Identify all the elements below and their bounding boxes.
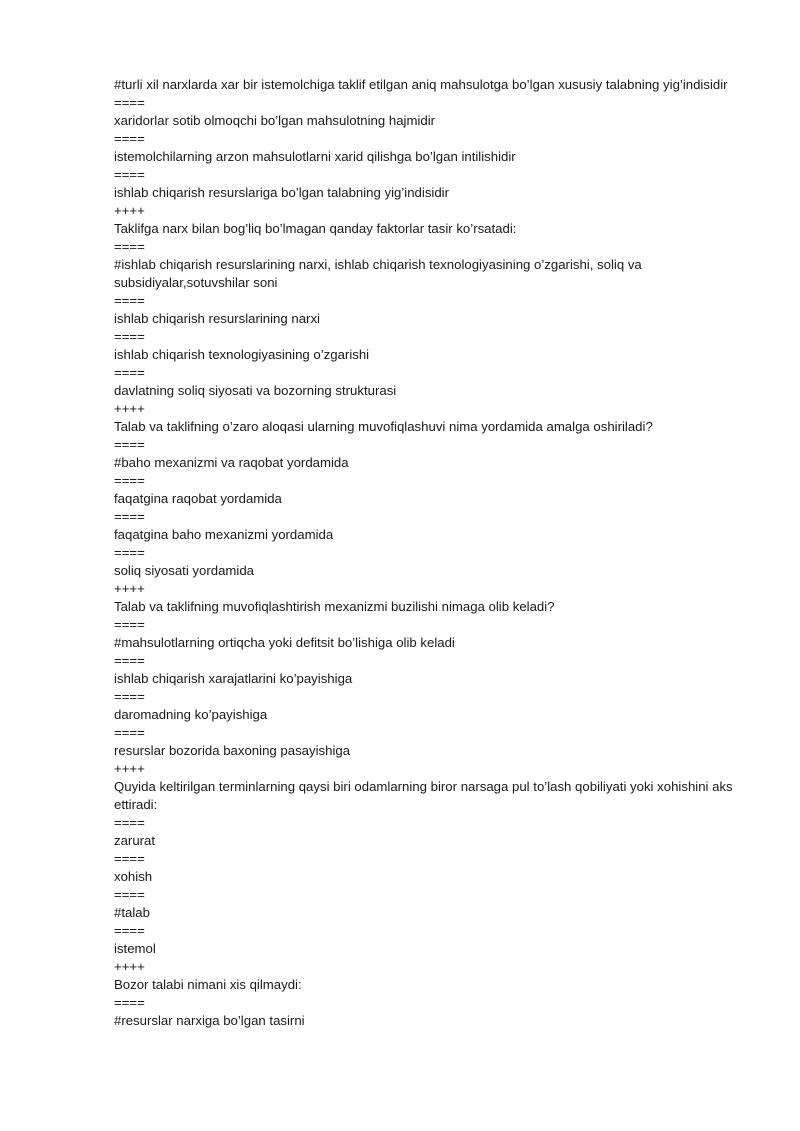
question-separator: ++++ xyxy=(114,581,145,596)
text-line: ishlab chiqarish resurslariga bo’lgan talabning yig’indisidir xyxy=(114,185,449,200)
text-line: faqatgina raqobat yordamida xyxy=(114,491,282,506)
separator-line: ==== xyxy=(114,653,145,668)
text-line: istemolchilarning arzon mahsulotlarni xarid qilishga bo’lgan intilishidir xyxy=(114,149,516,164)
text-line: ishlab chiqarish xarajatlarini ko’payishiga xyxy=(114,671,353,686)
separator-line: ==== xyxy=(114,617,145,632)
question-separator: ++++ xyxy=(114,959,145,974)
separator-line: ==== xyxy=(114,887,145,902)
separator-line: ==== xyxy=(114,95,145,110)
separator-line: ==== xyxy=(114,365,145,380)
separator-line: ==== xyxy=(114,239,145,254)
text-line: #resurslar narxiga bo’lgan tasirni xyxy=(114,1013,305,1028)
question-text: Taklifga narx bilan bog’liq bo’lmagan qanday faktorlar tasir ko’rsatadi: xyxy=(114,221,517,236)
text-line: soliq siyosati yordamida xyxy=(114,563,254,578)
text-line: davlatning soliq siyosati va bozorning strukturasi xyxy=(114,383,397,398)
separator-line: ==== xyxy=(114,725,145,740)
separator-line: ==== xyxy=(114,689,145,704)
separator-line: ==== xyxy=(114,995,145,1010)
text-line: daromadning ko’payishiga xyxy=(114,707,268,722)
question-text: Bozor talabi nimani xis qilmaydi: xyxy=(114,977,302,992)
separator-line: ==== xyxy=(114,437,145,452)
text-line: zarurat xyxy=(114,833,156,848)
separator-line: ==== xyxy=(114,923,145,938)
separator-line: ==== xyxy=(114,851,145,866)
separator-line: ==== xyxy=(114,329,145,344)
separator-line: ==== xyxy=(114,293,145,308)
text-line: xohish xyxy=(114,869,153,884)
text-line: istemol xyxy=(114,941,156,956)
separator-line: ==== xyxy=(114,815,145,830)
text-line: faqatgina baho mexanizmi yordamida xyxy=(114,527,334,542)
text-line: #talab xyxy=(114,905,150,920)
text-line: ishlab chiqarish resurslarining narxi xyxy=(114,311,320,326)
question-text: Talab va taklifning o’zaro aloqasi ularning muvofiqlashuvi nima yordamida amalga oshiriladi? xyxy=(114,419,653,434)
separator-line: ==== xyxy=(114,167,145,182)
text-line: ishlab chiqarish texnologiyasining o’zgarishi xyxy=(114,347,370,362)
question-separator: ++++ xyxy=(114,203,145,218)
question-text: Talab va taklifning muvofiqlashtirish mexanizmi buzilishi nimaga olib keladi? xyxy=(114,599,555,614)
text-line: resurslar bozorida baxoning pasayishiga xyxy=(114,743,351,758)
text-line: #ishlab chiqarish resurslarining narxi, ishlab chiqarish texnologiyasining o’zgarishi, soliq va subsidiyalar,sotuvshilar soni xyxy=(114,257,642,290)
text-line: #baho mexanizmi va raqobat yordamida xyxy=(114,455,349,470)
question-separator: ++++ xyxy=(114,761,145,776)
text-line: #turli xil narxlarda xar bir istemolchiga taklif etilgan aniq mahsulotga bo’lgan xususiy talabning yig’indisidir xyxy=(114,77,728,92)
separator-line: ==== xyxy=(114,509,145,524)
separator-line: ==== xyxy=(114,545,145,560)
separator-line: ==== xyxy=(114,473,145,488)
document-page xyxy=(114,76,744,1030)
question-text: Quyida keltirilgan terminlarning qaysi biri odamlarning biror narsaga pul to’lash qobiliyati yoki xohishini aks ettiradi: xyxy=(114,779,733,812)
question-separator: ++++ xyxy=(114,401,145,416)
text-line: #mahsulotlarning ortiqcha yoki defitsit bo’lishiga olib keladi xyxy=(114,635,455,650)
text-line: xaridorlar sotib olmoqchi bo’lgan mahsulotning hajmidir xyxy=(114,113,436,128)
separator-line: ==== xyxy=(114,131,145,146)
